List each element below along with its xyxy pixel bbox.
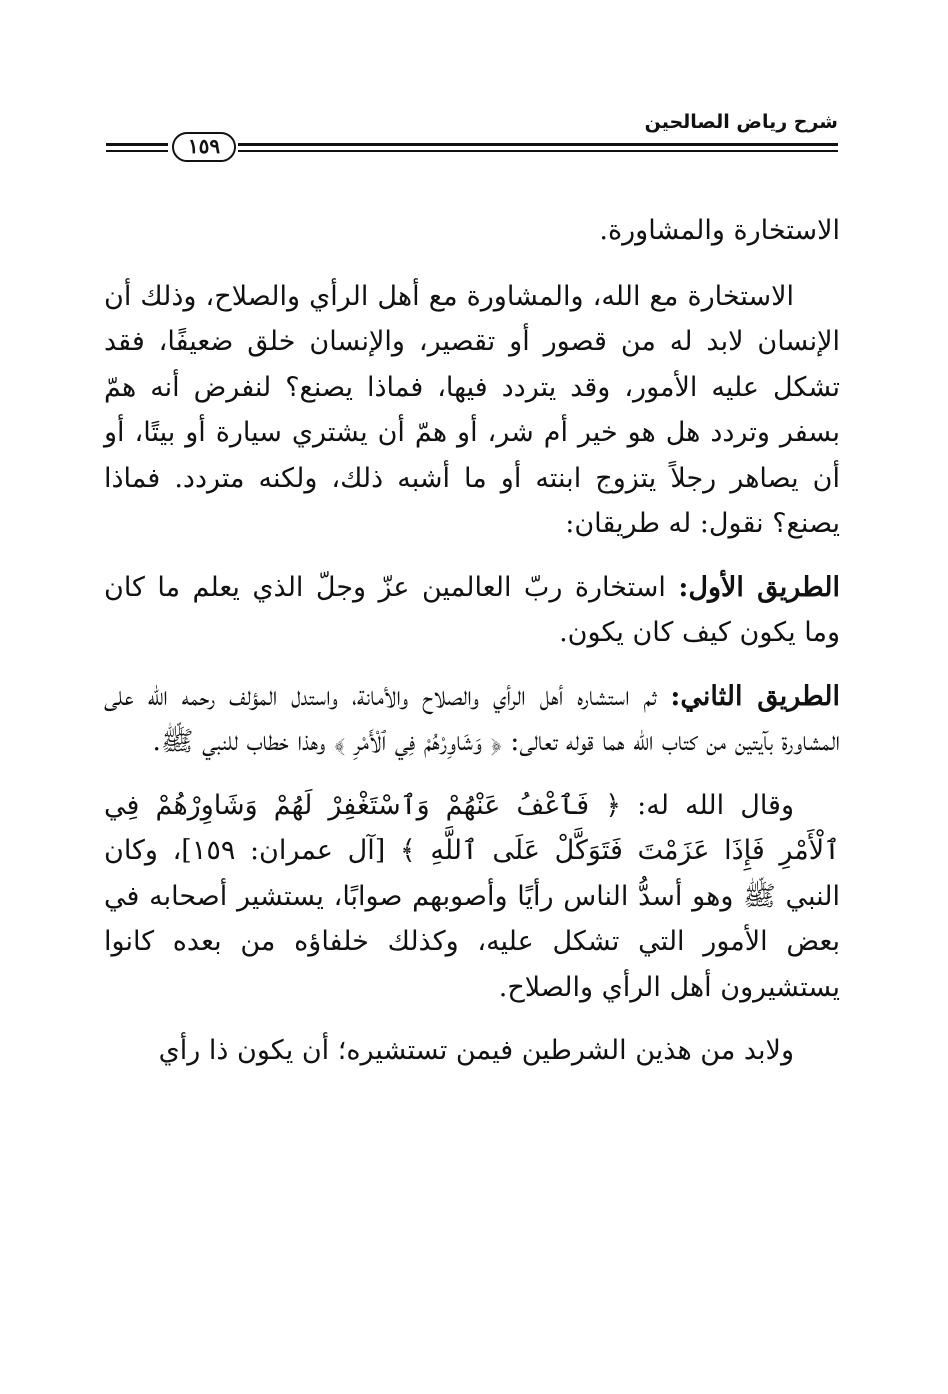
paragraph-4 xyxy=(104,783,840,1011)
quran-verse-1: ﴿ وَشَاوِرْهُمْ فِي ٱلْأَمْرِ ﴾ xyxy=(334,726,502,757)
page-header xyxy=(106,108,838,178)
paragraph-2 xyxy=(104,565,840,656)
paragraph-2-text: استخارة ربّ العالمين عزّ وجلّ الذي يعلم ما كان وما يكون كيف كان يكون. xyxy=(104,571,840,648)
paragraph-5-text: ولابد من هذين الشرطين فيمن تستشيره؛ أن يكون ذا رأي xyxy=(158,1035,794,1066)
running-title: شرح رياض الصالحين xyxy=(644,111,838,133)
paragraph-4-text-b: ، وكان النبي ﷺ وهو أسدُّ الناس رأيًا وأصوبهم صوابًا، يستشير أصحابه في بعض الأمور التي تشكل عليه، وكذلك خلفاؤه من بعده كانوا يستشيرون أهل الرأي والصلاح. xyxy=(104,835,840,1003)
verse-reference: [آل عمران: ١٥٩] xyxy=(181,835,386,866)
header-rule-right xyxy=(238,141,838,155)
paragraph-4-text-a: وقال الله له: xyxy=(637,789,794,821)
header-rule-left xyxy=(106,141,168,155)
paragraph-1 xyxy=(104,274,840,547)
paragraph-0-text: الاستخارة والمشاورة. xyxy=(599,215,840,246)
paragraph-5 xyxy=(104,1028,840,1074)
paragraph-3 xyxy=(104,674,840,765)
paragraph-1-text: الاستخارة مع الله، والمشاورة مع أهل الرأي والصلاح، وذلك أن الإنسان لابد له من قصور أو تقصير، والإنسان خلق ضعيفًا، فقد تشكل عليه الأمور، وقد يتردد فيها، فماذا يصنع؟ لنفرض أنه همّ بسفر وتردد هل هو خير أم شر، أو همّ أن يشتري سيارة أو بيتًا، أو أن يصاهر رجلاً يتزوج ابنته أو ما أشبه ذلك، ولكنه متردد. فماذا يصنع؟ نقول: له طريقان: xyxy=(104,280,840,539)
paragraph-3-lead: الطريق الثاني: xyxy=(670,680,841,712)
paragraph-2-lead: الطريق الأول: xyxy=(678,571,840,603)
paragraph-0 xyxy=(104,208,840,254)
page-body xyxy=(104,208,840,1092)
quran-verse-2: ﴿ فَٱعْفُ عَنْهُمْ وَٱسْتَغْفِرْ لَهُمْ وَشَاوِرْهُمْ فِي ٱلْأَمْرِ فَإِذَا عَزَمْتَ فَتَوَكَّلْ عَلَى ٱللَّهِ ﴾ xyxy=(104,789,840,866)
paragraph-3-text-a: ثم استشاره أهل الرأي والصلاح والأمانة، واستدل المؤلف رحمه الله على المشاورة بآيتين من كتاب الله هما قوله تعالى: xyxy=(104,680,840,757)
page-number: ١٥٩ xyxy=(172,132,236,162)
paragraph-3-text-b: وهذا خطاب للنبي ﷺ. xyxy=(152,726,326,757)
